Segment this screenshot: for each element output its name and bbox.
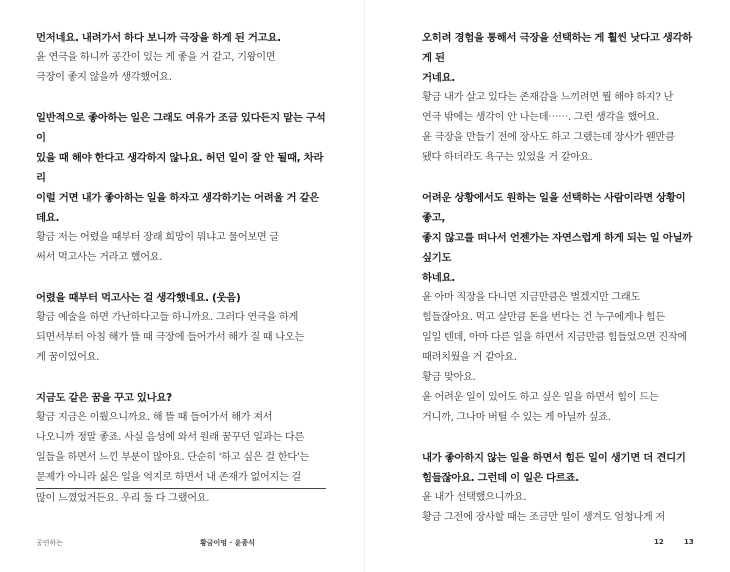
interview-question: 일반적으로 좋아하는 일은 그래도 여유가 조금 있다든지 맡는 구석이 있을 때 해야 한다고 생각하지 않나요. 허던 일이 잘 안 될때, 차라리 이럴 거면 내가 좋아하는 일을 하자고 생각하기는 어려울 거 같은데요. (36, 112, 326, 224)
interview-answer: 윤 연극을 하니까 공간이 있는 게 좋을 거 같고, 기왕이면 극장이 좋지 않을까 생각했어요. (36, 52, 276, 83)
interview-question: 오히려 경험을 통해서 극장을 선택하는 게 훨씬 낫다고 생각하게 된 거네요. (422, 32, 692, 84)
right-page (422, 28, 694, 528)
page-gutter (364, 0, 365, 572)
interview-answer: 윤 내가 선택했으니까요. 황금 그전에 장사할 때는 조금만 일이 생겨도 엄청나게 저 (422, 492, 665, 523)
paragraph-gap (422, 168, 694, 188)
interview-answer (36, 468, 326, 489)
paragraph-gap (36, 368, 326, 388)
underlined-answer-text: 문제가 아니라 싫은 일을 억지로 하면서 내 존재가 없어지는 걸 (36, 468, 326, 489)
page-number-right: 13 (684, 538, 694, 546)
interview-answer: 황금 예술을 하면 가난하다고들 하니까요. 그러다 연극을 하게 되면서부터 아침 해가 뜰 때 극장에 들어가서 해가 질 때 나오는 게 꿈이었어요. (36, 312, 304, 363)
paragraph-gap (36, 88, 326, 108)
footer-book-title: 황금이엉 · 윤종식 (200, 539, 255, 547)
left-page (36, 28, 326, 509)
interview-question: 어렸을 때부터 먹고사는 걸 생각했네요. (웃음) (36, 292, 241, 304)
interview-answer: 황금 내가 살고 있다는 존재감을 느끼려면 뭘 해야 하지? 난 연극 밖에는 생각이 안 나는데⋯⋯. 그런 생각을 했어요. 윤 극장을 만들기 전에 장사도 하고 그랬는데 장사가 웬만큼 됐다 하더라도 욕구는 있었을 거 같아요. (422, 92, 675, 163)
page-number-left: 12 (654, 538, 664, 546)
footer-section-title: 공연하는 (36, 539, 64, 547)
paragraph-gap (422, 428, 694, 448)
interview-answer: 황금 지금은 이뤘으니까요. 해 뜰 때 들어가서 해가 져서 나오니까 정말 좋죠. 사실 음성에 와서 원래 꿈꾸던 일과는 다른 일들을 하면서 느낀 부분이 많아요. 단순히 '하고 싶은 걸 한다'는 (36, 412, 309, 463)
paragraph-gap (36, 268, 326, 288)
interview-answer: 황금 저는 어렸을 때부터 장래 희망이 뭐냐고 물어보면 글 써서 먹고사는 거라고 했어요. (36, 232, 279, 263)
interview-question: 어려운 상황에서도 원하는 일을 선택하는 사람이라면 상황이 좋고, 좋지 않고를 떠나서 언젠가는 자연스럽게 하게 되는 일 아닐까 싶기도 하네요. (422, 192, 692, 284)
interview-question: 먼저네요. 내려가서 하다 보니까 극장을 하게 된 거고요. (36, 32, 281, 44)
interview-answer: 윤 아마 직장을 다니면 지금만큼은 벌겠지만 그래도 힘들잖아요. 먹고 살만큼 돈을 번다는 건 누구에게나 힘든 일일 텐데, 아마 다른 일을 하면서 지금만큼 힘들었으면 진작에 때려치웠을 거 같아요. 황금 맞아요. 윤 어려운 일이 있어도 하고 싶은 일을 하면서 힘이 드는 거니까, 그나마 버틸 수 있는 게 아닐까 싶죠. (422, 292, 687, 423)
interview-question: 지금도 같은 꿈을 꾸고 있나요? (36, 392, 172, 404)
interview-answer: 많이 느꼈었거든요. 우리 둘 다 그랬어요. (36, 493, 210, 504)
interview-question: 내가 좋아하지 않는 일을 하면서 힘든 일이 생기면 더 견디기 힘들잖아요. 그런데 이 일은 다르죠. (422, 452, 686, 484)
